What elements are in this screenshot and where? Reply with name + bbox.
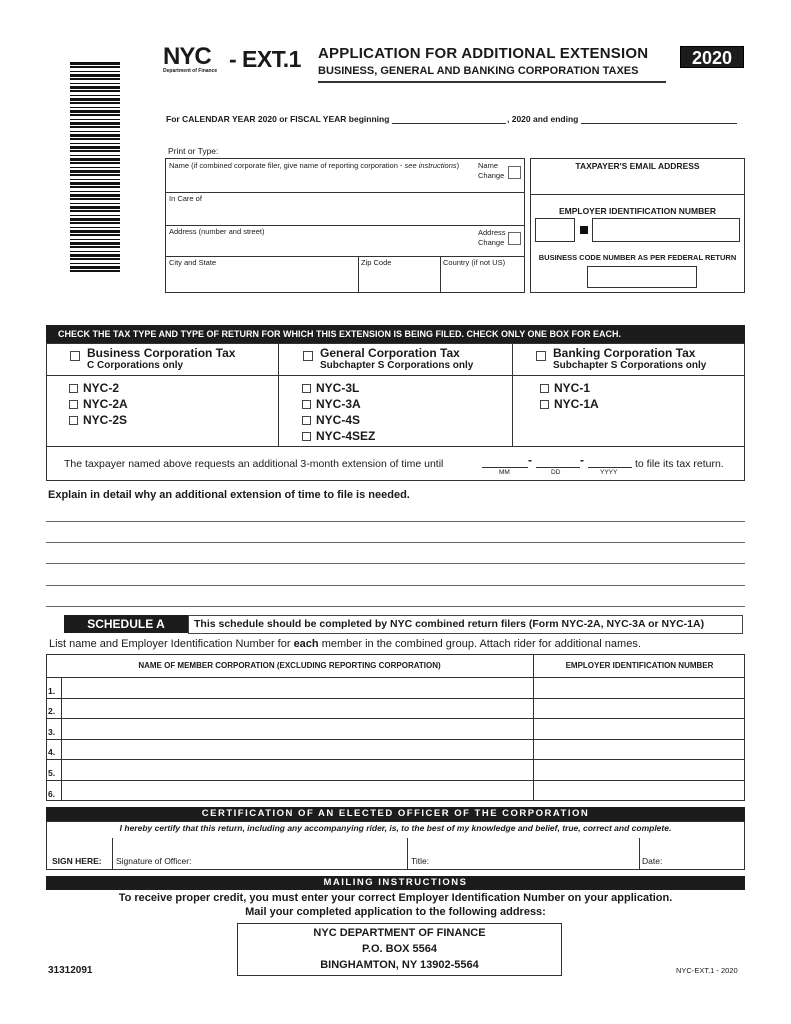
business-code-label: BUSINESS CODE NUMBER AS PER FEDERAL RETURN (538, 253, 737, 262)
email-field[interactable] (532, 172, 743, 192)
barcode-bar (70, 74, 120, 77)
barcode-bar (70, 222, 120, 224)
barcode-bar (70, 266, 120, 269)
member-name-field[interactable] (62, 781, 532, 800)
row-number: 4. (48, 747, 56, 757)
mailing-address-line-1: NYC DEPARTMENT OF FINANCE (313, 927, 486, 939)
address-change-checkbox[interactable] (508, 232, 521, 245)
certification-heading: CERTIFICATION OF AN ELECTED OFFICER OF THE CORPORATION (46, 807, 745, 821)
barcode-bar (70, 86, 120, 89)
name-change-label: Name Change (478, 161, 505, 180)
title-underline (318, 81, 666, 83)
checkbox[interactable] (302, 432, 311, 441)
option-nyc-4s[interactable] (302, 412, 375, 428)
barcode-bar (70, 107, 120, 108)
extension-request-text: The taxpayer named above requests an additional 3-month extension of time until (64, 458, 444, 470)
option-label: NYC-2A (83, 397, 128, 411)
barcode-bar (70, 179, 120, 180)
dd-label: DD (551, 469, 561, 476)
divider (512, 343, 513, 446)
member-name-field[interactable] (62, 760, 532, 779)
member-ein-field[interactable] (534, 781, 744, 800)
country-field[interactable] (441, 267, 523, 291)
barcode-bar (70, 126, 120, 128)
date-dd-field[interactable] (536, 467, 580, 468)
divider (165, 256, 525, 257)
title-label: Title: (411, 856, 430, 866)
option-nyc-3l[interactable] (302, 380, 375, 396)
checkbox[interactable] (69, 400, 78, 409)
barcode-bar (70, 258, 120, 260)
form-ref: NYC-EXT.1 - 2020 (676, 966, 738, 975)
mailing-heading: MAILING INSTRUCTIONS (46, 876, 745, 890)
general-corp-tax-title: General Corporation Tax (320, 346, 460, 360)
barcode-bar (70, 158, 120, 161)
sign-here-label: SIGN HERE: (52, 856, 102, 866)
city-state-field[interactable] (166, 267, 356, 291)
title-field[interactable] (408, 838, 638, 869)
general-corp-options (302, 380, 375, 444)
divider (530, 194, 745, 195)
address-label: Address (number and street) (169, 227, 265, 236)
email-label: TAXPAYER'S EMAIL ADDRESS (575, 161, 700, 171)
business-corp-tax-sub: C Corporations only (87, 360, 184, 371)
member-name-field[interactable] (62, 740, 532, 759)
ein-prefix-box (535, 218, 575, 242)
date-separator-1: - (528, 453, 532, 467)
name-field-label: Name (if combined corporate filer, give name of reporting corporation - see instructions) (169, 161, 460, 170)
col-member-name-header: NAME OF MEMBER CORPORATION (EXCLUDING REPORTING CORPORATION) (138, 661, 441, 670)
barcode-bar (70, 230, 120, 233)
barcode-bar (70, 138, 120, 140)
explain-line-3[interactable] (46, 563, 745, 564)
col-ein-header: EMPLOYER IDENTIFICATION NUMBER (565, 661, 714, 670)
name-field[interactable] (166, 172, 466, 190)
option-nyc-4sez[interactable] (302, 428, 375, 444)
barcode-bar (70, 150, 120, 152)
explain-line-5[interactable] (46, 606, 745, 607)
ein-field[interactable] (535, 218, 740, 242)
barcode-bar (70, 66, 120, 68)
option-label: NYC-2 (83, 381, 120, 395)
option-nyc-1a[interactable] (540, 396, 599, 412)
signature-label: Signature of Officer: (116, 856, 192, 866)
barcode-bar (70, 239, 120, 240)
member-name-field[interactable] (62, 699, 532, 718)
explain-line-2[interactable] (46, 542, 745, 543)
option-nyc-3a[interactable] (302, 396, 375, 412)
schedule-a-badge: SCHEDULE A (64, 615, 188, 633)
banking-corp-tax-sub: Subchapter S Corporations only (553, 360, 707, 371)
year-badge: 2020 (680, 46, 744, 68)
yyyy-label: YYYY (600, 469, 618, 476)
mm-label: MM (499, 469, 510, 476)
date-mm-field[interactable] (482, 467, 528, 468)
explain-line-4[interactable] (46, 585, 745, 586)
barcode-bar (70, 146, 120, 149)
barcode-bar (70, 242, 120, 245)
checkbox[interactable] (540, 400, 549, 409)
banking-corp-tax-checkbox[interactable] (536, 351, 546, 361)
barcode (70, 62, 120, 276)
date-field[interactable] (640, 838, 744, 869)
business-corp-options (69, 380, 128, 428)
barcode-bar (70, 170, 120, 173)
period-end-field[interactable] (581, 123, 737, 124)
option-nyc-1[interactable] (540, 380, 599, 396)
tax-type-heading: CHECK THE TAX TYPE AND TYPE OF RETURN FOR WHICH THIS EXTENSION IS BEING FILED. CHECK ONLY ONE BOX FOR EACH. (46, 325, 745, 343)
row-number: 6. (48, 789, 56, 799)
in-care-of-label: In Care of (169, 194, 202, 203)
member-ein-field[interactable] (534, 699, 744, 718)
barcode-bar (70, 186, 120, 188)
barcode-bar (70, 198, 120, 200)
business-corp-tax-title: Business Corporation Tax (87, 346, 236, 360)
checkbox[interactable] (540, 384, 549, 393)
ein-label: EMPLOYER IDENTIFICATION NUMBER (558, 206, 717, 216)
member-name-field[interactable] (62, 678, 532, 697)
member-ein-field[interactable] (534, 678, 744, 697)
member-ein-field[interactable] (534, 719, 744, 738)
barcode-bar (70, 98, 120, 101)
checkbox[interactable] (69, 416, 78, 425)
date-yyyy-field[interactable] (588, 467, 632, 468)
schedule-a-outline (188, 615, 743, 634)
barcode-bar (70, 143, 120, 144)
divider (46, 375, 745, 376)
barcode-bar (70, 83, 120, 84)
form-title: APPLICATION FOR ADDITIONAL EXTENSION (318, 45, 649, 62)
barcode-bar (70, 215, 120, 216)
mailing-line-2: Mail your completed application to the following address: (245, 906, 546, 918)
option-label: NYC-4SEZ (316, 429, 376, 443)
address-field[interactable] (166, 236, 466, 254)
member-ein-field[interactable] (534, 740, 744, 759)
business-code-field[interactable] (587, 266, 697, 288)
period-mid-label: , 2020 and ending (507, 114, 579, 124)
date-label: Date: (642, 856, 663, 866)
barcode-bar (70, 194, 120, 197)
form-subtitle: BUSINESS, GENERAL AND BANKING CORPORATION TAXES (318, 65, 639, 77)
barcode-bar (70, 110, 120, 113)
divider (278, 343, 279, 446)
banking-corp-options (540, 380, 599, 412)
barcode-bar (70, 162, 120, 164)
nyc-logo: NYC Department of Finance (163, 43, 218, 74)
barcode-bar (70, 263, 120, 264)
barcode-bar (70, 227, 120, 228)
certification-statement: I hereby certify that this return, including any accompanying rider, is, to the best of my knowledge and belief, true, correct and complete. (119, 823, 672, 833)
barcode-bar (70, 210, 120, 212)
row-number: 5. (48, 768, 56, 778)
country-label: Country (if not US) (443, 258, 506, 267)
name-change-checkbox[interactable] (508, 166, 521, 179)
row-number: 1. (48, 686, 56, 696)
barcode-bar (70, 218, 120, 221)
option-label: NYC-3A (316, 397, 361, 411)
barcode-bar (70, 90, 120, 92)
city-state-label: City and State (169, 258, 217, 267)
zip-field[interactable] (359, 267, 439, 291)
extension-request-end: to file its tax return. (635, 458, 724, 470)
option-nyc-2s[interactable] (69, 412, 128, 428)
barcode-bar (70, 134, 120, 137)
option-nyc-2a[interactable] (69, 396, 128, 412)
option-label: NYC-4S (316, 413, 361, 427)
divider (165, 225, 525, 226)
option-label: NYC-3L (316, 381, 360, 395)
barcode-bar (70, 95, 120, 96)
form-code: - EXT.1 (229, 46, 301, 72)
banking-corp-tax-title: Banking Corporation Tax (553, 346, 696, 360)
option-label: NYC-2S (83, 413, 128, 427)
mailing-line-1: To receive proper credit, you must enter your correct Employer Identification Number on your application. (118, 892, 673, 904)
barcode-bar (70, 174, 120, 176)
barcode-bar (70, 78, 120, 80)
signature-field[interactable] (113, 838, 406, 869)
barcode-bar (70, 254, 120, 257)
ein-separator (580, 226, 588, 234)
barcode-bar (70, 155, 120, 156)
general-corp-tax-header[interactable] (303, 346, 473, 371)
barcode-bar (70, 206, 120, 209)
checkbox[interactable] (302, 384, 311, 393)
member-name-field[interactable] (62, 719, 532, 738)
divider (46, 446, 745, 447)
mailing-address-line-2: P.O. BOX 5564 (361, 943, 437, 955)
option-label: NYC-1 (554, 381, 591, 395)
print-or-type: Print or Type: (168, 146, 219, 156)
date-separator-2: - (580, 453, 584, 467)
row-number: 2. (48, 706, 56, 716)
general-corp-tax-sub: Subchapter S Corporations only (320, 360, 474, 371)
barcode-bar (70, 182, 120, 185)
checkbox[interactable] (302, 400, 311, 409)
barcode-bar (70, 203, 120, 204)
address-change-label: Address Change (478, 228, 506, 247)
general-corp-tax-checkbox[interactable] (303, 351, 313, 361)
banking-corp-tax-header[interactable] (536, 346, 706, 371)
checkbox[interactable] (69, 384, 78, 393)
checkbox[interactable] (302, 416, 311, 425)
barcode-bar (70, 270, 120, 272)
business-corp-tax-header[interactable] (70, 346, 235, 371)
barcode-bar (70, 131, 120, 132)
business-corp-tax-checkbox[interactable] (70, 351, 80, 361)
barcode-bar (70, 246, 120, 248)
barcode-bar (70, 122, 120, 125)
member-ein-field[interactable] (534, 760, 744, 779)
explain-label: Explain in detail why an additional extension of time to file is needed. (48, 489, 410, 501)
period-label: For CALENDAR YEAR 2020 or FISCAL YEAR beginning (166, 114, 390, 124)
row-number: 3. (48, 727, 56, 737)
mailing-address-line-3: BINGHAMTON, NY 13902-5564 (320, 959, 479, 971)
option-nyc-2[interactable] (69, 380, 128, 396)
option-label: NYC-1A (554, 397, 599, 411)
schedule-a-description: This schedule should be completed by NYC combined return filers (Form NYC-2A, NYC-3A or NYC-1A) (194, 618, 705, 630)
barcode-bar (70, 191, 120, 192)
in-care-of-field[interactable] (166, 202, 522, 224)
ein-suffix-box (592, 218, 740, 242)
schedule-a-instructions: List name and Employer Identification Number for each member in the combined group. Attach rider for additional names. (49, 638, 641, 650)
barcode-bar (70, 167, 120, 168)
barcode-bar (70, 234, 120, 236)
period-begin-field[interactable] (392, 123, 506, 124)
barcode-bar (70, 71, 120, 72)
barcode-bar (70, 119, 120, 120)
barcode-bar (70, 102, 120, 104)
barcode-bar (70, 114, 120, 116)
barcode-bar (70, 62, 120, 65)
form-id: 31312091 (48, 965, 93, 976)
explain-line-1[interactable] (46, 521, 745, 522)
barcode-bar (70, 251, 120, 252)
zip-label: Zip Code (361, 258, 392, 267)
divider (165, 192, 525, 193)
